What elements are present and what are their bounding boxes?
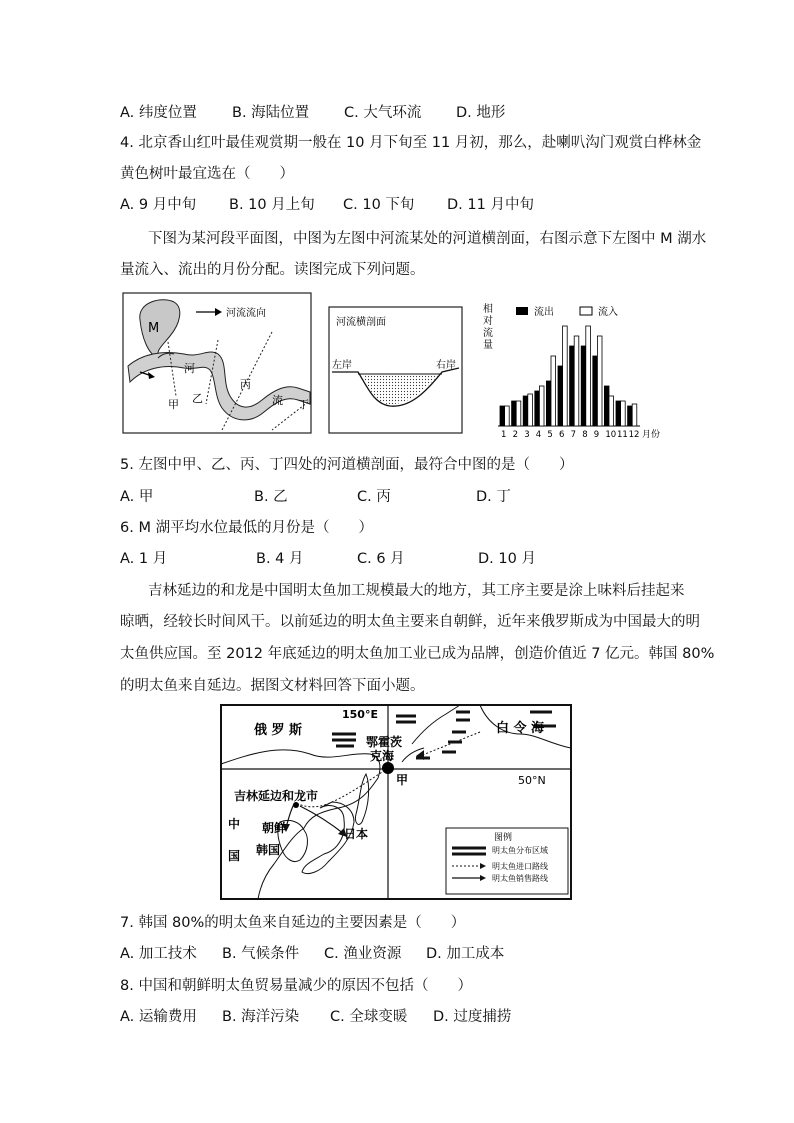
map-china-label-2: 国	[228, 849, 241, 863]
q8-option-d: D. 过度捕捞	[433, 1009, 512, 1025]
lake-flow-bar-chart	[480, 300, 670, 442]
q8-option-b: B. 海洋污染	[222, 1009, 300, 1025]
chart-xlabel: 月份	[642, 430, 661, 440]
bar-inflow-3	[528, 394, 533, 426]
point-jia: 甲	[168, 398, 179, 411]
bar-outflow-8	[581, 346, 586, 426]
map-okhotsk-label-1: 鄂霍茨	[366, 735, 403, 749]
map-china-label-1: 中	[228, 817, 241, 831]
map-legend-title: 图例	[494, 833, 513, 843]
river-char-liu: 流	[272, 394, 283, 407]
intro2-line1: 吉林延边的和龙是中国明太鱼加工规模最大的地方，其工序主要是涂上味料后挂起来	[148, 583, 685, 599]
legend-outflow-label: 流出	[534, 307, 554, 318]
right-bank-label: 右岸	[436, 360, 456, 371]
map-bering-label: 白 令 海	[496, 721, 545, 736]
q8-option-a: A. 运输费用	[120, 1009, 197, 1025]
bar-outflow-12	[628, 406, 633, 426]
bar-outflow-10	[604, 386, 609, 426]
q3-option-a: A. 纬度位置	[120, 105, 197, 121]
map-lon-label: 150°E	[342, 708, 378, 721]
map-yanbian-label: 吉林延边和龙市	[234, 789, 319, 803]
q4-stem-line2: 黄色树叶最宜选在（ ）	[120, 166, 294, 182]
bar-inflow-4	[539, 386, 544, 426]
bar-inflow-9	[597, 336, 602, 426]
map-legend-item-1: 明太鱼分布区域	[492, 846, 548, 855]
river-char-he: 河	[184, 362, 195, 375]
bar-inflow-7	[574, 336, 579, 426]
bar-inflow-11	[621, 401, 626, 426]
point-yi: 乙	[192, 392, 203, 405]
q3-option-c: C. 大气环流	[344, 105, 422, 121]
q4-stem-line1: 4. 北京香山红叶最佳观赏期一般在 10 月下旬至 11 月初，那么，赴喇叭沟门观赏白桦林金	[120, 135, 702, 151]
q4-option-c: C. 10 下旬	[343, 197, 415, 213]
legend-inflow-swatch	[580, 307, 592, 315]
intro2-line4: 的明太鱼来自延边。据图文材料回答下面小题。	[120, 678, 425, 694]
x-tick-2: 2	[512, 430, 519, 440]
left-bank-label: 左岸	[332, 360, 352, 371]
q7-option-b: B. 气候条件	[222, 946, 300, 962]
map-japan-label: 日本	[344, 827, 369, 841]
q7-stem: 7. 韩国 80%的明太鱼来自延边的主要因素是（ ）	[120, 915, 466, 931]
q3-option-d: D. 地形	[456, 105, 506, 121]
lake-m-label: M	[148, 321, 160, 336]
bar-inflow-2	[516, 401, 521, 426]
q7-option-c: C. 渔业资源	[324, 946, 402, 962]
chart-ylabel-3: 流	[483, 328, 493, 339]
river-plan-figure	[122, 292, 312, 434]
map-sk-label: 韩国	[256, 843, 281, 857]
x-tick-5: 5	[547, 430, 553, 440]
point-bing: 丙	[240, 378, 251, 391]
legend-inflow-label: 流入	[598, 307, 618, 318]
x-tick-11: 11	[617, 430, 628, 440]
bar-inflow-10	[609, 396, 614, 426]
x-tick-1: 1	[501, 430, 507, 440]
bar-inflow-5	[551, 356, 556, 426]
q7-option-d: D. 加工成本	[426, 946, 505, 962]
bar-outflow-2	[512, 401, 517, 426]
q7-option-a: A. 加工技术	[120, 946, 197, 962]
map-russia-label: 俄 罗 斯	[254, 723, 303, 738]
bar-outflow-5	[546, 381, 551, 426]
intro1-line2: 量流入、流出的月份分配。读图完成下列问题。	[120, 262, 425, 278]
bar-outflow-1	[500, 406, 505, 426]
bar-outflow-3	[523, 396, 528, 426]
pollock-map-figure	[220, 704, 572, 900]
x-tick-7: 7	[570, 430, 577, 440]
intro2-line3: 太鱼供应国。至 2012 年底延边的明太鱼加工业已成为品牌，创造价值近 7 亿元。韩国 80%	[120, 646, 715, 662]
map-okhotsk-label-2: 克海	[370, 749, 395, 763]
q4-option-d: D. 11 月中旬	[447, 197, 534, 213]
bar-outflow-9	[593, 356, 598, 426]
q5-option-d: D. 丁	[476, 489, 511, 505]
chart-ylabel-2: 对	[483, 316, 493, 327]
q5-option-b: B. 乙	[254, 489, 288, 505]
chart-ylabel-4: 量	[483, 340, 493, 351]
x-tick-4: 4	[535, 430, 542, 440]
x-tick-8: 8	[582, 430, 588, 440]
map-lat-label: 50°N	[518, 774, 546, 787]
map-nk-label: 朝鲜	[262, 821, 287, 835]
q5-stem: 5. 左图中甲、乙、丙、丁四处的河道横剖面，最符合中图的是（ ）	[120, 457, 574, 473]
q6-option-c: C. 6 月	[357, 551, 405, 567]
map-jia-label: 甲	[396, 773, 409, 787]
x-tick-9: 9	[593, 430, 600, 440]
bar-inflow-6	[563, 326, 568, 426]
point-ding: 丁	[298, 398, 309, 411]
map-legend-item-3: 明太鱼销售路线	[492, 874, 548, 883]
q5-option-c: C. 丙	[357, 489, 391, 505]
x-tick-10: 10	[605, 430, 617, 440]
bar-inflow-1	[505, 406, 510, 426]
flow-direction-label: 河流流向	[226, 308, 266, 319]
legend-outflow-swatch	[516, 307, 528, 315]
q8-option-c: C. 全球变暖	[330, 1009, 408, 1025]
intro2-line2: 晾晒，经较长时间风干。以前延边的明太鱼主要来自朝鲜，近年来俄罗斯成为中国最大的明	[120, 614, 700, 630]
q3-option-b: B. 海陆位置	[232, 105, 310, 121]
bar-outflow-4	[535, 391, 540, 426]
cross-section-figure	[328, 306, 463, 434]
map-legend-item-2: 明太鱼进口路线	[492, 862, 548, 871]
bar-outflow-11	[616, 401, 621, 426]
bar-outflow-6	[558, 366, 563, 426]
q6-option-d: D. 10 月	[478, 551, 536, 567]
q6-option-b: B. 4 月	[256, 551, 304, 567]
x-tick-12: 12	[628, 430, 640, 440]
q5-option-a: A. 甲	[120, 489, 154, 505]
cross-section-title: 河流横剖面	[336, 317, 386, 328]
intro1-line1: 下图为某河段平面图，中图为左图中河流某处的河道横剖面，右图示意下左图中 M 湖水	[148, 231, 707, 247]
q6-stem: 6. M 湖平均水位最低的月份是（ ）	[120, 520, 374, 536]
chart-ylabel-1: 相	[483, 304, 493, 315]
q6-option-a: A. 1 月	[120, 551, 168, 567]
x-tick-6: 6	[559, 430, 565, 440]
x-tick-3: 3	[524, 430, 530, 440]
q8-stem: 8. 中国和朝鲜明太鱼贸易量减少的原因不包括（ ）	[120, 978, 472, 994]
bar-inflow-8	[586, 326, 591, 426]
bar-outflow-7	[570, 346, 575, 426]
q4-option-b: B. 10 月上旬	[229, 197, 315, 213]
bar-inflow-12	[632, 404, 637, 426]
q4-option-a: A. 9 月中旬	[120, 197, 197, 213]
